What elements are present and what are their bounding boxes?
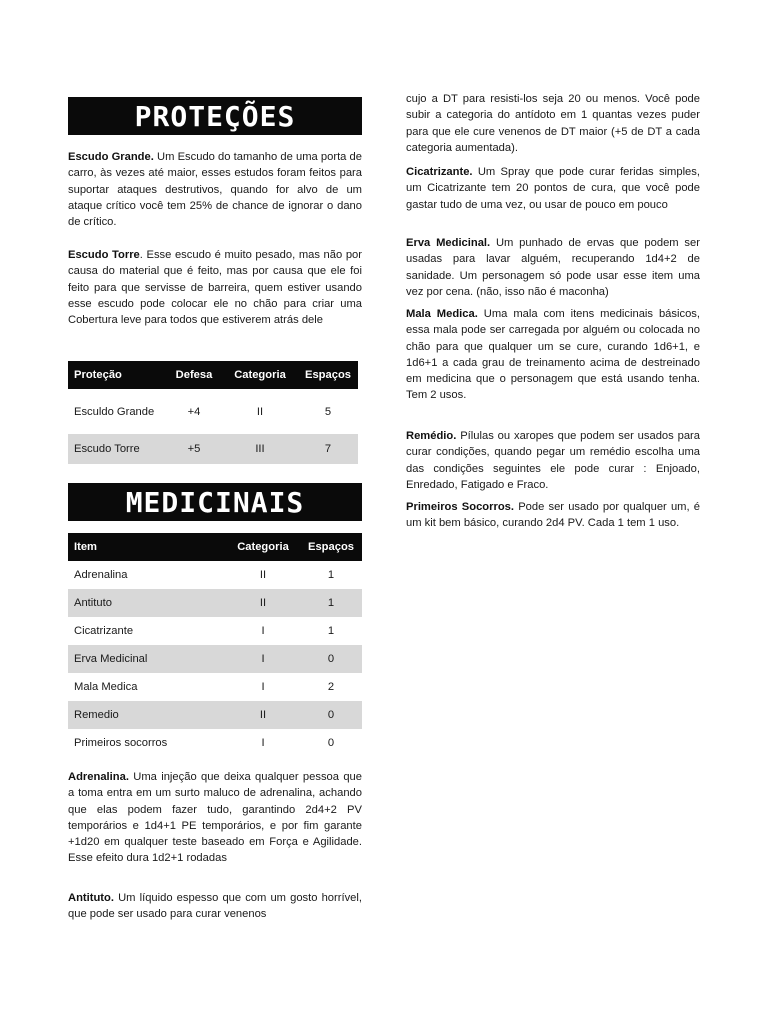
cell: Esculdo Grande [74, 405, 155, 418]
cell: II [226, 589, 300, 617]
escudo-torre-paragraph: Escudo Torre. Esse escudo é muito pesado, mas não por causa do material que é feito, mas por causa que ele foi feito para que servisse de barreira, quem estiver usando esse escudo pode colocar ele no chão para criar uma Cobertura leve para todos que estiverem atrás dele [68, 249, 362, 327]
cell: Erva Medicinal [68, 645, 226, 673]
term: Remédio. [406, 430, 457, 442]
cell: 0 [300, 701, 362, 729]
header-espacos: Espaços [298, 361, 358, 389]
cell: 5 [324, 405, 332, 418]
cicatrizante-paragraph: Cicatrizante. Um Spray que pode curar feridas simples, um Cicatrizante tem 20 pontos de cura, que você pode gastar tudo de uma vez, ou usar de pouco em pouco [406, 166, 700, 211]
term: Cicatrizante. [406, 166, 473, 178]
cell: III [222, 434, 298, 464]
table-row [68, 617, 362, 645]
table-row [68, 701, 362, 729]
table-row [68, 645, 362, 673]
table-row [68, 561, 362, 589]
cell: Adrenalina [74, 569, 128, 581]
cell: 1 [327, 569, 335, 581]
table-row [68, 389, 358, 434]
remedio-paragraph: Remédio. Pílulas ou xaropes que podem ser usados para curar condições, quando pegar um remédio escolha uma das condições seguintes ele pode curar : Enjoado, Enredado, Fatigado e Fraco. [406, 430, 700, 491]
adrenalina-paragraph: Adrenalina. Uma injeção que deixa qualquer pessoa que a toma entra em um surto maluco de adrenalina, achando que elas podem fazer tudo, garantindo 2d4+2 PV temporários e 1d4+1 PE temporários, e por fim garante +1d20 em qualquer teste baseado em Força e Agilidade. Esse efeito dura 1d2+1 rodadas [68, 771, 362, 865]
cell: 0 [327, 737, 335, 749]
cell: 1 [300, 589, 362, 617]
protecoes-heading: PROTEÇÕES [68, 97, 362, 135]
term: Escudo Grande. [68, 151, 154, 163]
cell: +5 [166, 434, 222, 464]
protecoes-table [68, 361, 358, 464]
medicinais-heading: MEDICINAIS [68, 483, 362, 521]
cell: II [256, 405, 264, 418]
header-categoria: Categoria [222, 361, 298, 389]
term: Mala Medica. [406, 308, 478, 320]
medicinais-table [68, 533, 362, 757]
table-row [68, 673, 362, 701]
cell: +4 [187, 405, 201, 418]
cell: 1 [327, 625, 335, 637]
term: Antituto. [68, 892, 114, 904]
header-espacos: Espaços [300, 533, 362, 561]
table-row [68, 434, 358, 464]
term: Adrenalina. [68, 771, 129, 783]
table-row [68, 729, 362, 757]
table-header-row [68, 361, 358, 389]
mala-medica-paragraph: Mala Medica. Uma mala com itens medicinais básicos, essa mala pode ser carregada por alguém ou colocada no chão para que qualquer um se cure, curando 1d6+1, e 1d6+1 a cada grau de treinamento acima de destreinado em medicina que o personagem que está usando tenha. Tem 2 usos. [406, 308, 700, 402]
cell: Cicatrizante [74, 625, 134, 637]
term: Erva Medicinal. [406, 237, 491, 249]
cell: 0 [300, 645, 362, 673]
cell: 2 [327, 681, 335, 693]
antituto-continued-paragraph: cujo a DT para resisti-los seja 20 ou menos. Você pode subir a categoria do antídoto em 1 quantas vezes puder para que ele cure venenos de DT maior (+5 de DT a cada categoria aumentada). [406, 93, 700, 154]
primeiros-socorros-paragraph: Primeiros Socorros. Pode ser usado por qualquer um, é um kit bem básico, curando 2d4 PV. Cada 1 tem 1 uso. [406, 501, 700, 530]
cell: Escudo Torre [68, 434, 166, 464]
term: Escudo Torre [68, 249, 140, 261]
escudo-grande-paragraph: Escudo Grande. Um Escudo do tamanho de uma porta de carro, às vezes até maior, esses estudos foram feitos para suportar ataques destrutivos, quando for alvo de um ataque crítico você tem 25% de chance de ignorar o dano de crítico. [68, 151, 363, 229]
antituto-paragraph: Antituto. Um líquido espesso que com um gosto horrível, que pode ser usado para curar venenos [68, 892, 362, 921]
cell: 7 [298, 434, 358, 464]
cell: I [261, 737, 265, 749]
table-row [68, 589, 362, 617]
cell: I [261, 625, 265, 637]
cell: Mala Medica [74, 681, 138, 693]
cell: Antituto [68, 589, 226, 617]
header-item: Item [68, 533, 226, 561]
header-categoria: Categoria [226, 533, 300, 561]
term: Primeiros Socorros. [406, 501, 515, 513]
cell: I [261, 681, 265, 693]
erva-medicinal-paragraph: Erva Medicinal. Um punhado de ervas que podem ser usadas para lavar alguém, recuperando 1d4+2 de sanidade. Um personagem só pode usar esse item uma vez por cena. (não, isso não é maconha) [406, 237, 700, 298]
cell: II [226, 701, 300, 729]
header-defesa: Defesa [166, 361, 222, 389]
cell: I [226, 645, 300, 673]
table-header-row [68, 533, 362, 561]
cell: Remedio [68, 701, 226, 729]
cell: II [259, 569, 267, 581]
header-protecao: Proteção [68, 361, 166, 389]
cell: Primeiros socorros [74, 737, 168, 749]
